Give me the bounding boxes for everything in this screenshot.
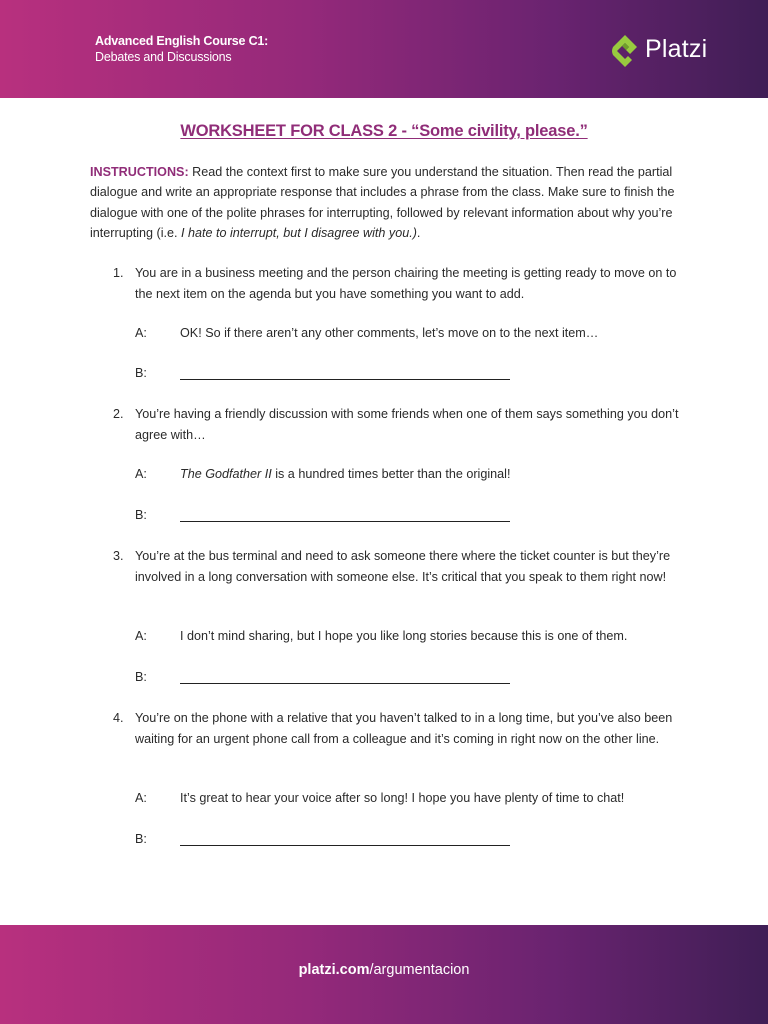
header-banner [0, 0, 768, 98]
question-1-text: You are in a business meeting and the person chairing the meeting is getting ready to move on to the next item on the agenda but you have something you want to add. [135, 266, 677, 301]
question-4-answer-line[interactable] [180, 845, 510, 846]
worksheet-title: WORKSHEET FOR CLASS 2 - “Some civility, please.” [180, 122, 588, 140]
footer-banner [0, 925, 768, 1024]
speaker-a-label: A: [135, 326, 147, 340]
platzi-logo-icon [610, 33, 640, 69]
question-4-utterance-a: It’s great to hear your voice after so long! I hope you have plenty of time to chat! [180, 791, 625, 805]
question-2-answer-line[interactable] [180, 521, 510, 522]
question-3-answer-line[interactable] [180, 683, 510, 684]
question-2-utterance-rest: is a hundred times better than the original! [271, 467, 511, 481]
question-2-number: 2. [113, 407, 124, 421]
instructions-label: INSTRUCTIONS: [90, 165, 189, 179]
question-3-context [113, 546, 680, 587]
question-3-utterance-a: I don’t mind sharing, but I hope you like long stories because this is one of them. [180, 629, 628, 643]
question-4-number: 4. [113, 711, 124, 725]
footer-path: /argumentacion [369, 962, 470, 978]
footer-domain: platzi.com [298, 962, 370, 978]
speaker-a-label: A: [135, 791, 147, 805]
brand-name: Platzi [645, 35, 708, 63]
question-3-number: 3. [113, 549, 124, 563]
question-1-answer-line[interactable] [180, 379, 510, 380]
speaker-b-label: B: [135, 832, 147, 846]
footer-link[interactable] [0, 962, 768, 978]
question-1-number: 1. [113, 266, 124, 280]
instructions-text: Read the context first to make sure you understand the situation. Then read the partial dialogue and write an appropriate response that includes a phrase from the class. Make sure to finish the dialogue with one of the polite phrases for interrupting, followed by relevant information about why you’re interrupting (i.e. [90, 165, 675, 240]
speaker-b-label: B: [135, 508, 147, 522]
speaker-a-label: A: [135, 467, 147, 481]
question-1-context [113, 263, 680, 304]
question-2-utterance-a [180, 467, 510, 481]
question-3-text: You’re at the bus terminal and need to ask someone there where the ticket counter is but they’re involved in a long conversation with someone else. It’s critical that you speak to them right now! [135, 549, 671, 584]
course-title: Advanced English Course C1: [95, 34, 269, 48]
question-2-film-title: The Godfather II [180, 467, 272, 481]
instructions-paragraph [90, 162, 690, 243]
instructions-end: . [416, 225, 421, 240]
question-4-text: You’re on the phone with a relative that you haven’t talked to in a long time, but you’ve also been waiting for an urgent phone call from a colleague and it’s coming in right now on the other line. [135, 711, 673, 746]
question-2-text: You’re having a friendly discussion with some friends when one of them says something you don’t agree with… [135, 407, 679, 442]
question-1-utterance-a: OK! So if there aren’t any other comments, let’s move on to the next item… [180, 326, 599, 340]
instructions-example: I hate to interrupt, but I disagree with you.) [181, 225, 417, 240]
question-2-context [113, 404, 680, 445]
course-subtitle: Debates and Discussions [95, 50, 232, 64]
question-4-context [113, 708, 680, 749]
speaker-b-label: B: [135, 670, 147, 684]
speaker-b-label: B: [135, 366, 147, 380]
brand-logo [610, 32, 722, 70]
speaker-a-label: A: [135, 629, 147, 643]
